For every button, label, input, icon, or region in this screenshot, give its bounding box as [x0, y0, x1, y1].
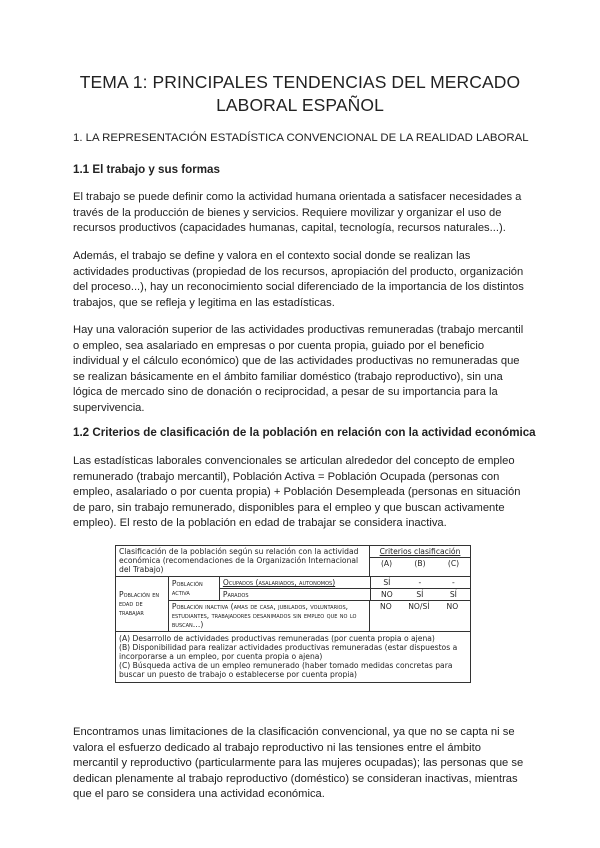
- subheading-1-1: 1.1 El trabajo y sus formas: [73, 163, 220, 176]
- active-group: [169, 577, 470, 601]
- paragraph-3: Hay una valoración superior de las actividades productivas remuneradas (trabajo mercantil o empleo, sea asalariado en empresas o por cuenta propia, guiado por el beneficio individual y el cálculo económico) que de las actividades productivas no remuneradas que se realizan básicamente en el ámbito familiar doméstico (trabajo reproductivo), sin una lógica de mercado sino de donación o reciprocidad, a pesar de su importancia para la supervivencia.: [73, 324, 524, 414]
- paragraph-2: Además, el trabajo se define y valora en el contexto social donde se realizan las actividades productivas (propiedad de los recursos, apropiación del producto, organización del proceso...), hay un reconocimiento social diferenciado de la importancia de los distintos trabajos, que se refleja y legitima en las estadísticas.: [73, 250, 524, 309]
- unemployed-c: SÍ: [449, 589, 457, 599]
- employed-label: Ocupados (asalariados, autonomos): [222, 577, 336, 587]
- criteria-header: [369, 546, 470, 576]
- active-rows: [219, 577, 470, 600]
- table-row: [169, 601, 470, 631]
- section-heading: 1. LA REPRESENTACIÓN ESTADÍSTICA CONVENCIONAL DE LA REALIDAD LABORAL: [73, 132, 529, 144]
- note-c: (C) Búsqueda activa de un empleo remunerado (haber tomado medidas concretas para buscar un puesto de trabajo o establecerse por cuenta propia): [119, 661, 453, 680]
- unemployed-b: SÍ: [416, 589, 424, 599]
- criteria-col-c: (C): [447, 559, 460, 569]
- document-title: TEMA 1: PRINCIPALES TENDENCIAS DEL MERCADO LABORAL ESPAÑOL: [79, 72, 521, 115]
- employed-c: -: [452, 577, 455, 587]
- employed-b: -: [418, 577, 422, 587]
- subheading-1-2: 1.2 Criterios de clasificación de la población en relación con la actividad económica: [73, 426, 536, 439]
- paragraph-5: Encontramos unas limitaciones de la clasificación convencional, ya que no se capta ni se valora el esfuerzo dedicado al trabajo reproductivo ni las tensiones entre el ámbito mercantil y reproductivo (particularmente para las mujeres ocupadas); las personas que se dedican plenamente al trabajo reproductivo (doméstico) se consideran inactivas, mientras que el paro se considera una actividad económica.: [73, 726, 524, 801]
- table-body: [116, 577, 470, 632]
- paragraph-1: El trabajo se puede definir como la actividad humana orientada a satisfacer necesidades a través de la producción de bienes y servicios. Requiere movilizar y organizar el uso de recursos productivos (capacidades humanas, capital, tecnología, recursos naturales...).: [73, 191, 522, 235]
- table-row: [220, 589, 470, 600]
- criteria-col-a: (A): [380, 559, 393, 569]
- criteria-col-b: (B): [414, 559, 426, 569]
- criteria-columns: [370, 558, 470, 569]
- employed-a: SÍ: [370, 577, 403, 588]
- note-a: (A) Desarrollo de actividades productivas remuneradas (por cuenta propia o ajena): [119, 633, 435, 643]
- inactive-b: NO/SÍ: [408, 602, 430, 612]
- unemployed-a: NO: [370, 589, 403, 600]
- classification-table: [115, 545, 471, 683]
- note-b: (B) Disponibilidad para realizar actividades productivas remuneradas (estar dispuestos a incorporarse a un empleo, por cuenta propia o ajena): [119, 642, 458, 662]
- active-label: Población activa: [171, 579, 203, 598]
- criteria-title: Criterios clasificación: [370, 546, 470, 558]
- working-age-label: Población en edad de trabajar: [119, 589, 160, 618]
- paragraph-4: Las estadísticas laborales convencionales se articulan alrededor del concepto de empleo remunerado (trabajo mercantil), Población Activa = Población Ocupada (personas con empleo, asalariado o por cuenta propia) + Población Desempleada (personas en situación de paro, sin trabajo remunerado, disponibles para el empleo y que buscan activamente empleo). El resto de la población en edad de trabajar se considera inactiva.: [73, 455, 521, 530]
- unemployed-label: Parados: [222, 589, 249, 599]
- table-body-rows: [168, 577, 470, 631]
- table-row: [220, 577, 470, 589]
- table-header-row: [116, 546, 470, 577]
- inactive-c: NO: [446, 602, 459, 612]
- inactive-label: Población inactiva (amas de casa, jubilados, voluntarios, estudiantes, trabajadores desanimados sin empleo que no lo buscan…): [171, 602, 357, 630]
- inactive-a: NO: [369, 601, 402, 631]
- table-header-description: Clasificación de la población según su relación con la actividad económica (recomendaciones de la Organización Internacional del Trabajo): [119, 547, 359, 575]
- table-notes: [116, 632, 470, 682]
